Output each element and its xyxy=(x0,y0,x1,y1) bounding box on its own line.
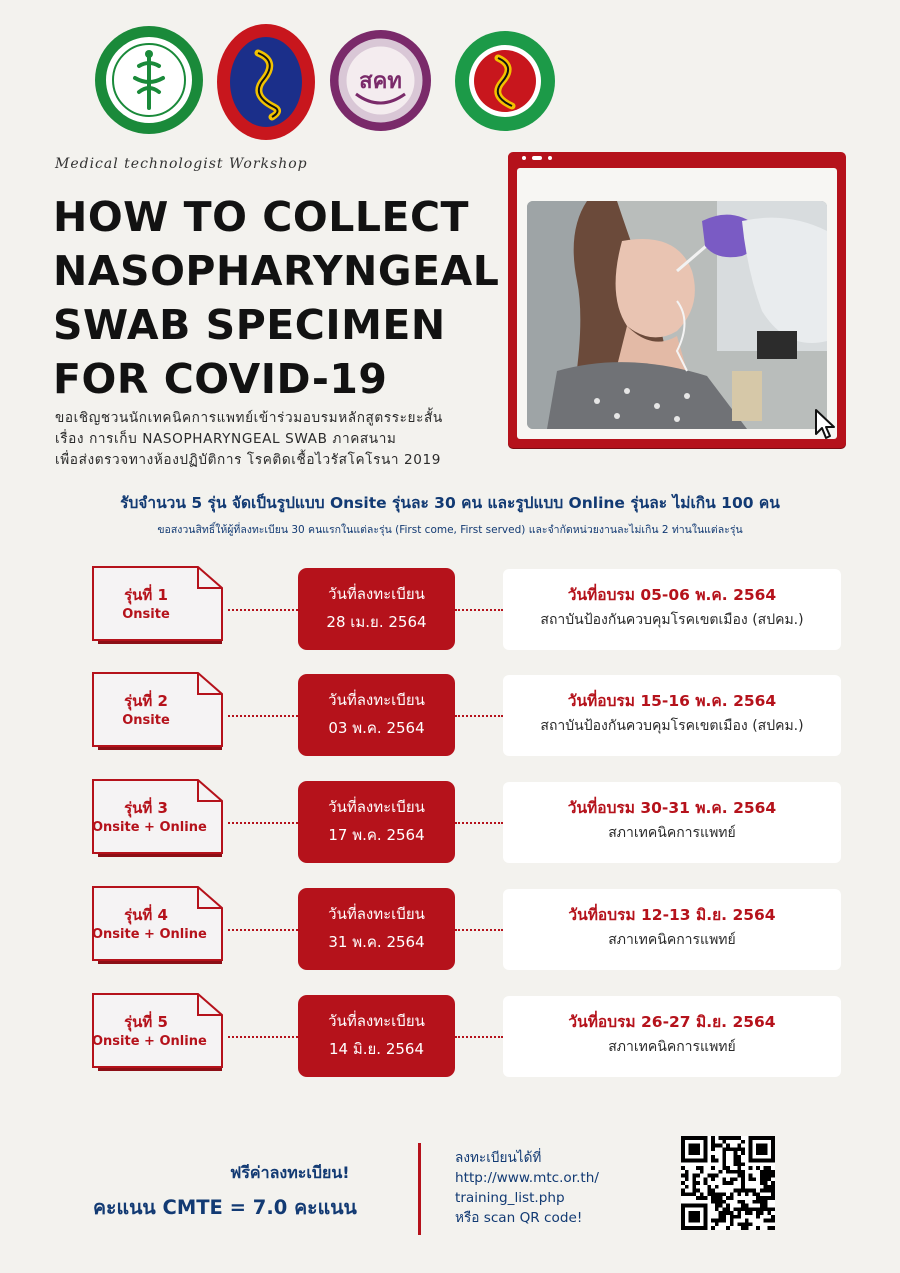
connector-line xyxy=(455,822,503,824)
intro-line-2: เรื่อง การเก็บ NASOPHARYNGEAL SWAB ภาคสนาม xyxy=(55,431,397,447)
session-mode: Onsite xyxy=(122,607,170,622)
session-generation-card xyxy=(92,886,228,966)
training-info-box xyxy=(503,569,841,650)
mt-association-logo xyxy=(454,30,556,132)
footer-divider xyxy=(418,1143,421,1235)
session-number: รุ่นที่ 4 xyxy=(124,906,168,924)
registration-date: 28 เม.ย. 2564 xyxy=(326,613,427,631)
title-line-4: FOR COVID-19 xyxy=(53,355,388,403)
registration-info xyxy=(455,1148,599,1228)
registration-url-line-1[interactable]: http://www.mtc.or.th/ xyxy=(455,1170,599,1186)
capacity-heading: รับจำนวน 5 รุ่น จัดเป็นรูปแบบ Onsite รุ่นละ 30 คน และรูปแบบ Online รุ่นละ ไม่เกิน 100 คน xyxy=(120,494,780,512)
registration-date: 14 มิ.ย. 2564 xyxy=(328,1040,424,1058)
registration-date-label: วันที่ลงทะเบียน xyxy=(328,1012,425,1030)
training-info-box xyxy=(503,675,841,756)
training-venue: สภาเทคนิคการแพทย์ xyxy=(608,932,736,948)
session-generation-card xyxy=(92,672,228,752)
cmte-points-text: คะแนน CMTE = 7.0 คะแนน xyxy=(93,1196,357,1219)
training-date: วันที่อบรม 26-27 มิ.ย. 2564 xyxy=(568,1013,776,1031)
session-number: รุ่นที่ 5 xyxy=(124,1013,168,1031)
session-mode: Onsite xyxy=(122,713,170,728)
training-date: วันที่อบรม 05-06 พ.ค. 2564 xyxy=(567,586,777,604)
connector-line xyxy=(455,715,503,717)
capacity-note: ขอสงวนสิทธิ์ให้ผู้ที่ลงทะเบียน 30 คนแรกในแต่ละรุ่น (First come, First served) และจำกัดหน่วยงานละไม่เกิน 2 ท่านในแต่ละรุ่น xyxy=(157,524,743,536)
training-info-box xyxy=(503,996,841,1077)
training-venue: สภาเทคนิคการแพทย์ xyxy=(608,1039,736,1055)
connector-line xyxy=(228,929,298,931)
session-generation-text xyxy=(92,904,207,944)
session-mode: Onsite + Online xyxy=(92,1034,207,1049)
session-mode: Onsite + Online xyxy=(92,820,207,835)
skt-logo-text: สคท xyxy=(359,69,402,94)
connector-line xyxy=(228,822,298,824)
skt-logo xyxy=(330,30,431,131)
training-info-box xyxy=(503,889,841,970)
free-registration-text: ฟรีค่าลงทะเบียน! xyxy=(230,1163,350,1182)
window-controls xyxy=(522,156,552,160)
browser-window-frame xyxy=(508,152,846,448)
registration-date-box xyxy=(298,568,455,650)
session-generation-card xyxy=(92,779,228,859)
registration-date-box xyxy=(298,781,455,863)
registration-label: ลงทะเบียนได้ที่ xyxy=(455,1150,542,1166)
window-dot-icon xyxy=(532,156,542,160)
registration-date-label: วันที่ลงทะเบียน xyxy=(328,798,425,816)
session-generation-card xyxy=(92,993,228,1073)
registration-date: 03 พ.ค. 2564 xyxy=(328,719,425,737)
page-title xyxy=(53,190,499,406)
registration-date: 31 พ.ค. 2564 xyxy=(328,933,425,951)
registration-date-box xyxy=(298,995,455,1077)
session-number: รุ่นที่ 3 xyxy=(124,799,168,817)
training-date: วันที่อบรม 30-31 พ.ค. 2564 xyxy=(567,799,777,817)
session-generation-text xyxy=(92,584,200,624)
intro-line-3: เพื่อส่งตรวจทางห้องปฏิบัติการ โรคติดเชื้อไวรัสโคโรนา 2019 xyxy=(55,452,442,468)
swab-collection-photo xyxy=(527,201,827,429)
connector-line xyxy=(228,609,298,611)
ministry-public-health-logo xyxy=(95,26,203,134)
session-generation-card xyxy=(92,566,228,646)
session-mode: Onsite + Online xyxy=(92,927,207,942)
session-generation-text xyxy=(92,797,207,837)
registration-date-box xyxy=(298,674,455,756)
scan-qr-text: หรือ scan QR code! xyxy=(455,1210,583,1226)
training-date: วันที่อบรม 15-16 พ.ค. 2564 xyxy=(567,692,777,710)
training-venue: สถาบันป้องกันควบคุมโรคเขตเมือง (สปคม.) xyxy=(540,612,804,628)
title-line-1: HOW TO COLLECT xyxy=(53,193,470,241)
title-line-2: NASOPHARYNGEAL xyxy=(53,247,500,295)
session-generation-text xyxy=(92,690,200,730)
medical-technology-council-logo xyxy=(216,23,316,141)
connector-line xyxy=(228,1036,298,1038)
connector-line xyxy=(455,929,503,931)
mouse-cursor-icon xyxy=(814,408,838,440)
session-generation-text xyxy=(92,1011,207,1051)
window-dot-icon xyxy=(548,156,552,160)
registration-url-line-2[interactable]: training_list.php xyxy=(455,1190,565,1206)
window-dot-icon xyxy=(522,156,526,160)
workshop-label: Medical technologist Workshop xyxy=(55,156,308,172)
registration-date: 17 พ.ค. 2564 xyxy=(328,826,425,844)
registration-date-label: วันที่ลงทะเบียน xyxy=(328,691,425,709)
session-number: รุ่นที่ 1 xyxy=(124,586,168,604)
session-number: รุ่นที่ 2 xyxy=(124,692,168,710)
registration-date-label: วันที่ลงทะเบียน xyxy=(328,585,425,603)
registration-date-box xyxy=(298,888,455,970)
connector-line xyxy=(455,609,503,611)
training-date: วันที่อบรม 12-13 มิ.ย. 2564 xyxy=(568,906,776,924)
training-venue: สภาเทคนิคการแพทย์ xyxy=(608,825,736,841)
title-line-3: SWAB SPECIMEN xyxy=(53,301,446,349)
registration-qr-code[interactable] xyxy=(681,1136,775,1230)
intro-text xyxy=(55,408,443,471)
training-venue: สถาบันป้องกันควบคุมโรคเขตเมือง (สปคม.) xyxy=(540,718,804,734)
registration-date-label: วันที่ลงทะเบียน xyxy=(328,905,425,923)
training-info-box xyxy=(503,782,841,863)
intro-line-1: ขอเชิญชวนนักเทคนิคการแพทย์เข้าร่วมอบรมหลักสูตรระยะสั้น xyxy=(55,410,443,426)
connector-line xyxy=(455,1036,503,1038)
connector-line xyxy=(228,715,298,717)
